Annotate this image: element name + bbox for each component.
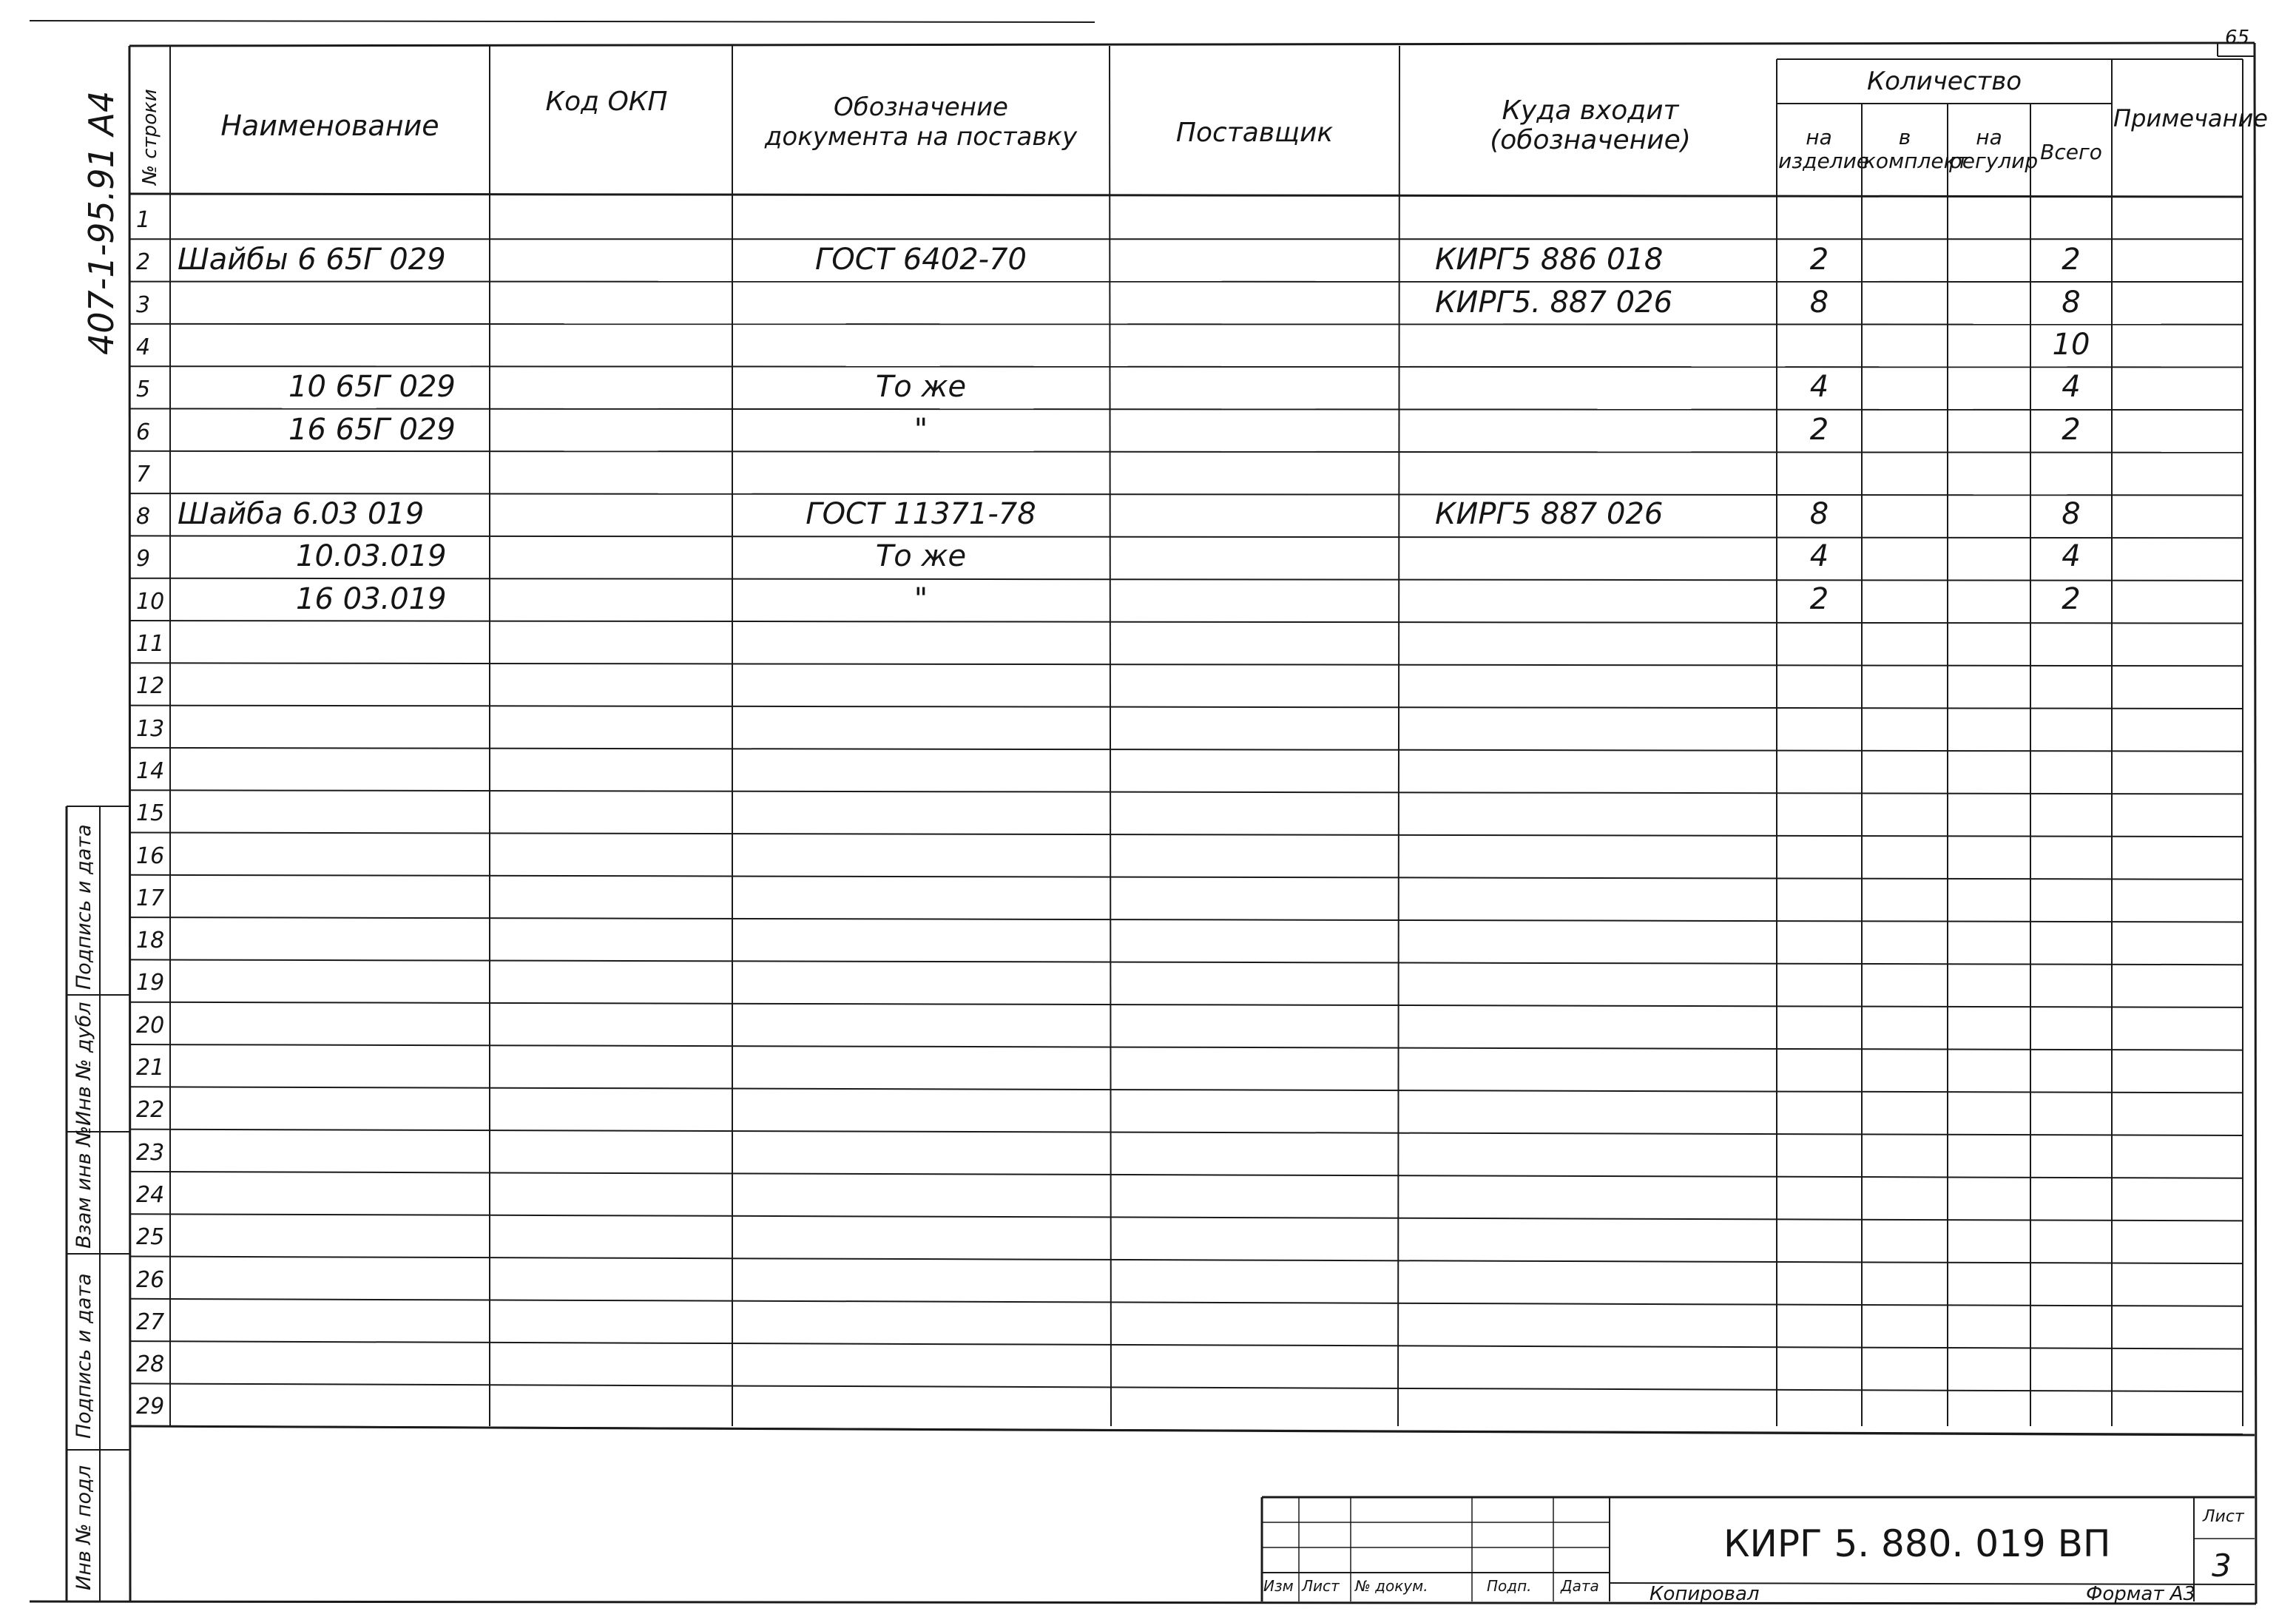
row-line — [130, 621, 2243, 624]
row-line — [130, 1172, 2243, 1178]
row-line — [130, 1044, 2243, 1050]
title-hdr-izm: Изм — [1263, 1577, 1294, 1595]
sheet-number: 65 — [2225, 27, 2250, 49]
cell-name: 16 65Г 029 — [288, 412, 456, 447]
cell-qty: 4 — [1809, 370, 1829, 405]
row-number: 3 — [136, 291, 151, 318]
header-qty-total: Всего — [2040, 140, 2102, 164]
side-stamp-4: Подпись и дата — [72, 824, 95, 990]
row-number: 8 — [136, 504, 151, 530]
cell-name: Шайбы 6 65Г 029 — [178, 243, 446, 277]
row-number: 16 — [136, 843, 165, 869]
cell-doc: ГОСТ 11371-78 — [806, 497, 1036, 532]
cell-qty: 2 — [1809, 243, 1829, 277]
row-number: 13 — [136, 715, 165, 742]
header-name: Наименование — [220, 109, 439, 142]
row-line — [130, 1214, 2243, 1221]
header-qty-kit: в комплект — [1863, 125, 1968, 173]
header-row-no: № строки — [139, 89, 161, 185]
title-hdr-sign: Подп. — [1487, 1577, 1532, 1595]
cell-where: КИРГ5 887 026 — [1435, 497, 1664, 532]
header-supplier: Поставщик — [1175, 118, 1334, 148]
row-line — [130, 875, 2243, 880]
row-line — [130, 1087, 2243, 1093]
cell-name: 16 03.019 — [296, 581, 447, 616]
row-number: 15 — [136, 800, 165, 827]
row-number: 5 — [136, 377, 151, 403]
header-qty-per-item: на изделие — [1778, 125, 1869, 173]
cell-qty: 4 — [1809, 539, 1829, 574]
row-line — [130, 1130, 2243, 1135]
row-line — [130, 578, 2243, 581]
title-sheet-label: Лист — [2203, 1508, 2244, 1526]
title-hdr-doc: № докум. — [1355, 1577, 1428, 1595]
cell-name: 10.03.019 — [296, 539, 447, 574]
cell-doc: То же — [875, 539, 967, 574]
row-line — [130, 1002, 2243, 1007]
row-number: 6 — [136, 419, 151, 445]
title-designation: КИРГ 5. 880. 019 ВП — [1723, 1522, 2111, 1565]
header-doc: Обозначение документа на поставку — [764, 92, 1078, 152]
row-number: 25 — [136, 1224, 165, 1251]
title-sheet: 3 — [2212, 1547, 2232, 1584]
row-line — [130, 790, 2243, 794]
cell-name: Шайба 6.03 019 — [178, 497, 425, 532]
row-line — [130, 1341, 2243, 1348]
cell-total: 8 — [2062, 497, 2081, 532]
title-hdr-date: Дата — [1561, 1577, 1599, 1595]
row-number: 14 — [136, 757, 165, 784]
row-line — [130, 324, 2243, 325]
cell-name: 10 65Г 029 — [288, 370, 456, 405]
row-number: 23 — [136, 1139, 165, 1166]
row-number: 20 — [136, 1012, 165, 1039]
cell-doc: ГОСТ 6402-70 — [815, 243, 1027, 277]
row-line — [130, 1299, 2243, 1306]
row-number: 19 — [136, 970, 165, 996]
bottom-copied: Копировал — [1650, 1583, 1760, 1605]
side-code: 407-1-95.91 А4 — [81, 90, 121, 355]
row-number: 10 — [136, 588, 165, 615]
row-number: 4 — [136, 334, 151, 360]
row-line — [130, 366, 2243, 367]
side-stamp-2: Взам инв № — [72, 1125, 95, 1249]
row-number: 27 — [136, 1309, 165, 1335]
cell-total: 4 — [2062, 370, 2081, 405]
row-number: 1 — [136, 207, 151, 233]
row-line — [130, 917, 2243, 922]
row-line — [130, 536, 2243, 538]
cell-doc: То же — [875, 370, 967, 405]
row-number: 7 — [136, 461, 151, 487]
row-line — [130, 833, 2243, 837]
side-stamp-0: Инв № подл — [72, 1465, 95, 1590]
row-number: 18 — [136, 928, 165, 954]
side-stamp-1: Подпись и дата — [72, 1273, 95, 1439]
row-number: 2 — [136, 249, 151, 276]
row-line — [130, 1257, 2243, 1264]
cell-total: 10 — [2052, 327, 2090, 362]
side-stamp-3: Инв № дубл — [72, 1002, 95, 1126]
row-line — [130, 706, 2243, 709]
row-line — [130, 1426, 2243, 1434]
cell-qty: 8 — [1809, 497, 1829, 532]
cell-qty: 8 — [1809, 285, 1829, 320]
row-line — [130, 748, 2243, 752]
header-note: Примечание — [2113, 104, 2268, 132]
bottom-format: Формат А3 — [2086, 1583, 2196, 1605]
cell-total: 2 — [2062, 581, 2081, 616]
row-line — [130, 663, 2243, 666]
row-number: 12 — [136, 673, 165, 700]
row-number: 24 — [136, 1181, 165, 1208]
cell-total: 8 — [2062, 285, 2081, 320]
row-number: 29 — [136, 1394, 165, 1420]
cell-qty: 2 — [1809, 412, 1829, 447]
row-line — [130, 959, 2243, 965]
header-okp-code: Код ОКП — [545, 87, 668, 117]
cell-qty: 2 — [1809, 581, 1829, 616]
cell-where: КИРГ5 886 018 — [1435, 243, 1664, 277]
header-qty-repair: на регулир — [1949, 125, 2039, 173]
row-number: 17 — [136, 885, 165, 911]
row-line — [130, 451, 2243, 453]
cell-total: 4 — [2062, 539, 2081, 574]
row-number: 9 — [136, 546, 151, 573]
row-number: 21 — [136, 1055, 165, 1081]
cell-doc: " — [914, 412, 928, 447]
row-line — [130, 409, 2243, 411]
cell-total: 2 — [2062, 243, 2081, 277]
cell-doc: " — [914, 581, 928, 616]
row-number: 28 — [136, 1351, 165, 1378]
title-hdr-list: Лист — [1302, 1577, 1340, 1595]
row-line — [130, 1383, 2243, 1391]
row-number: 22 — [136, 1097, 165, 1124]
cell-where: КИРГ5. 887 026 — [1435, 285, 1673, 320]
row-number: 26 — [136, 1266, 165, 1293]
cell-total: 2 — [2062, 412, 2081, 447]
header-quantity: Количество — [1866, 67, 2022, 96]
header-where-used: Куда входит (обозначение) — [1490, 95, 1691, 155]
row-line — [130, 493, 2243, 495]
row-number: 11 — [136, 631, 165, 657]
